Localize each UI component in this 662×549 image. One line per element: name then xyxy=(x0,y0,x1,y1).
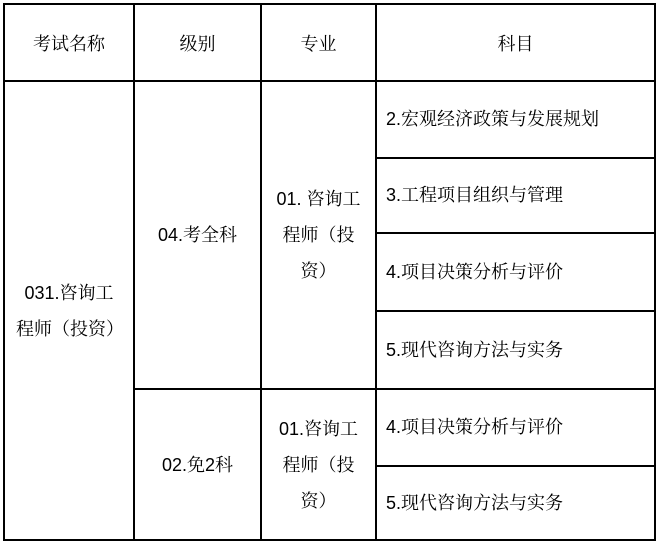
subject-cell: 5.现代咨询方法与实务 xyxy=(376,311,655,389)
header-level: 级别 xyxy=(134,4,261,81)
subject-cell: 4.项目决策分析与评价 xyxy=(376,233,655,311)
level-cell-exempt2: 02.免2科 xyxy=(134,389,261,540)
header-major: 专业 xyxy=(261,4,376,81)
header-exam-name: 考试名称 xyxy=(4,4,134,81)
header-subject: 科目 xyxy=(376,4,655,81)
major-cell-group2: 01.咨询工程师（投资） xyxy=(261,389,376,540)
table-header-row xyxy=(4,4,655,81)
exam-subjects-table xyxy=(3,3,656,541)
major-cell-group1: 01. 咨询工程师（投资） xyxy=(261,81,376,389)
subject-cell: 3.工程项目组织与管理 xyxy=(376,158,655,233)
level-cell-all-subjects: 04.考全科 xyxy=(134,81,261,389)
subject-cell: 4.项目决策分析与评价 xyxy=(376,389,655,466)
subject-cell: 5.现代咨询方法与实务 xyxy=(376,466,655,540)
exam-name-cell: 031.咨询工程师（投资） xyxy=(4,81,134,540)
table-row xyxy=(4,81,655,158)
subject-cell: 2.宏观经济政策与发展规划 xyxy=(376,81,655,158)
